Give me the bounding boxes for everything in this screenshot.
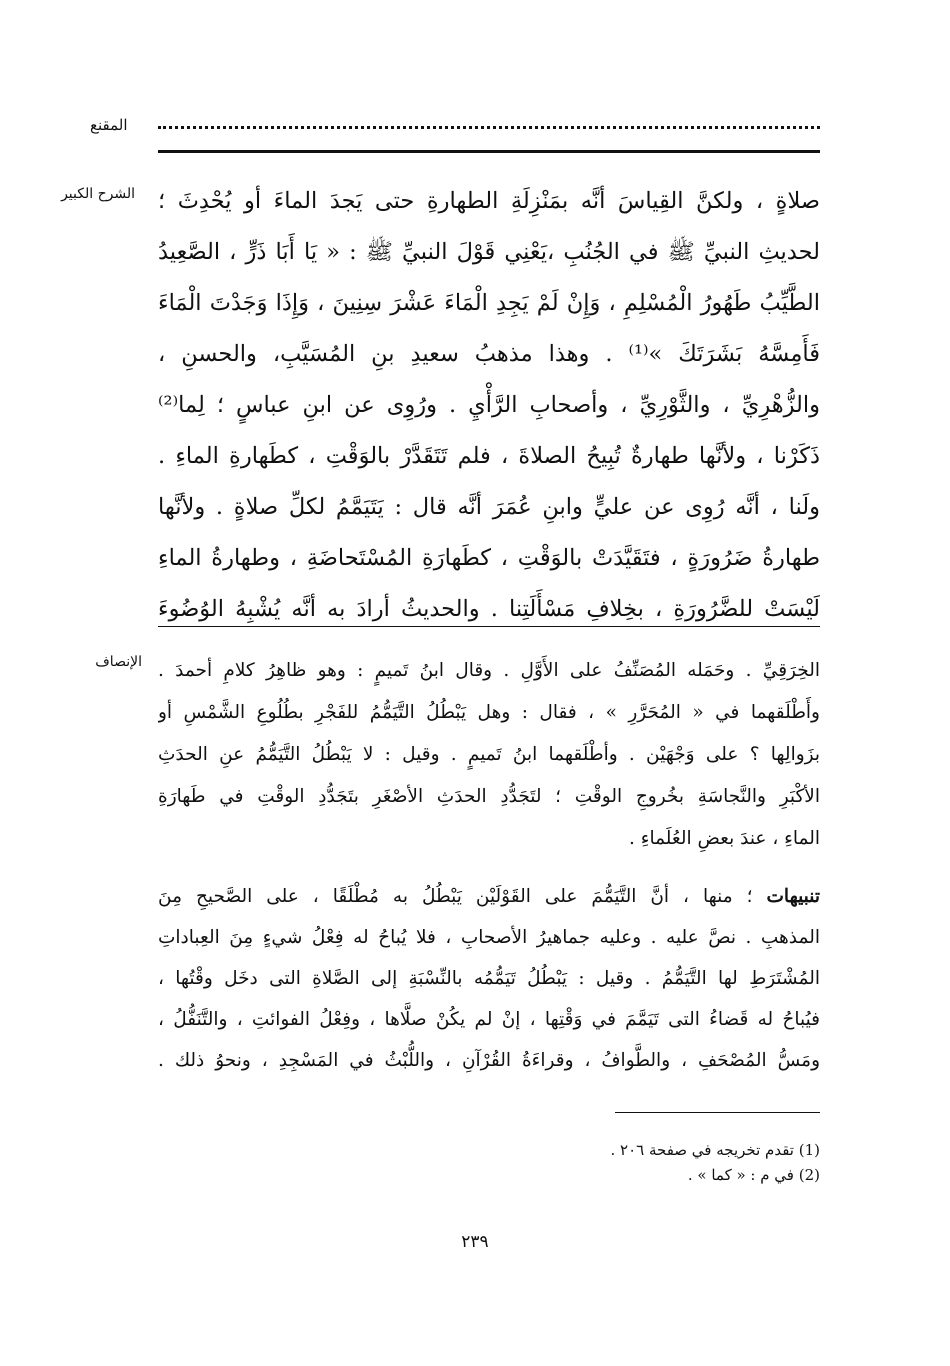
insaf-line: بزَوالِها ؟ على وَجْهَيْن . وأطْلَقهما ابنُ تَميمٍ . وقيل : لا يَبْطُلُ التَّيَمُّمُ عنِ الحدَثِ xyxy=(158,744,820,765)
insaf-line: الماءِ ، عندَ بعضِ العُلَماءِ . xyxy=(629,828,820,849)
insaf-section-label: الإنصاف xyxy=(95,654,142,670)
tanbihat-title: تنبيهات xyxy=(766,886,820,907)
sharh-section-label: الشرح الكبير xyxy=(61,186,135,202)
footnote-rule xyxy=(615,1112,820,1113)
header-dotted-rule xyxy=(158,126,820,129)
tanbihat-line: المُشْتَرَطِ لها التَّيَمُّمُ . وقيل : يَبْطُلُ تَيَمُّمُه بالنِّسْبَةِ إلى الصَّلاةِ التى دخَل وقْتُها ، xyxy=(158,968,820,989)
header-thick-rule xyxy=(158,150,820,153)
sharh-line: الطَّيِّبُ طَهُورُ الْمُسْلِمِ ، وَإِنْ لَمْ يَجِدِ الْمَاءَ عَشْرَ سِنِينَ ، وَإِذَا وَجَدْتَ الْمَاءَ xyxy=(158,290,820,316)
sharh-line: فَأَمِسَّهُ بَشَرَتَكَ »⁽¹⁾ . وهذا مذهبُ سعيدِ بنِ المُسَيَّبِ، والحسنِ ، xyxy=(158,341,820,367)
footnote-item: (2) في م : « كما » . xyxy=(687,1166,820,1184)
running-header-title: المقنع xyxy=(90,116,128,134)
sharh-line: لَيْسَتْ للضَّرُورَةِ ، بخِلافِ مَسْأَلَتِنا . والحديثُ أرادَ به أنَّه يُشْبِهُ الوُضُوءَ xyxy=(158,596,820,622)
insaf-text-block xyxy=(158,650,820,860)
footnote-item: (1) تقدم تخريجه في صفحة ٢٠٦ . xyxy=(610,1141,820,1159)
tanbihat-line: فيُباحُ له قَضاءُ التى تَيَمَّمَ في وَقْتِها ، إنْ لم يكُنْ صلَّاها ، وفِعْلُ الفوائتِ ، والتَّنَفُّلُ ، xyxy=(158,1009,820,1030)
footnotes xyxy=(420,1138,820,1188)
tanbihat-line: المذهبِ . نصَّ عليه . وعليه جماهيرُ الأصحابِ ، فلا يُباحُ له فِعْلُ شيءٍ مِنَ العِباداتِ xyxy=(158,927,820,948)
sharh-line: طهارةُ ضَرُورَةٍ ، فتَقَيَّدَتْ بالوَقْتِ ، كطَهارَةِ المُسْتَحاضَةِ ، وطهارةُ الماءِ xyxy=(158,545,820,571)
tanbihat-line xyxy=(158,876,820,917)
sharh-line: ولَنا ، أنَّه رُوِى عن عليٍّ وابنِ عُمَرَ أنَّه قال : يَتَيَمَّمُ لكلِّ صلاةٍ . ولأنَّها xyxy=(158,494,820,520)
section-divider-rule xyxy=(158,626,820,627)
insaf-line: الخِرَقِيِّ . وحَمَله المُصَنِّفُ على الأَوَّلِ . وقال ابنُ تَميمٍ : وهو ظاهِرُ كلامِ أحمدَ . xyxy=(158,660,820,681)
sharh-line: صلاةٍ ، ولكنَّ القِياسَ أنَّه بمَنْزِلَةِ الطهارةِ حتى يَجدَ الماءَ أو يُحْدِثَ ؛ xyxy=(158,188,820,214)
tanbihat-text-block xyxy=(158,876,820,1081)
sharh-line: والزُّهْرِيِّ ، والثَّوْرِيِّ ، وأصحابِ الرَّأْيِ . ورُوِى عن ابنِ عباسٍ ؛ لِما⁽²⁾ xyxy=(158,392,820,418)
page-number: ٢٣٩ xyxy=(461,1232,489,1252)
sharh-line: لحديثِ النبيِّ ﷺ في الجُنُبِ ،يَعْنِي قَوْلَ النبيِّ ﷺ : « يَا أَبَا ذَرٍّ ، الصَّعِيدُ xyxy=(158,239,820,265)
sharh-line: ذَكَرْنا ، ولأنَّها طهارةٌ تُبِيحُ الصلاةَ ، فلم تَتَقَدَّرْ بالوَقْتِ ، كطَهارةِ الماءِ . xyxy=(158,443,820,469)
insaf-line: وأَطْلَقهما في « المُحَرَّرِ » ، فقال : وهل يَبْطُلُ التَّيَمُّمُ للفَجْرِ بطُلُوعِ الشَّمْسِ أو xyxy=(158,702,820,723)
tanbihat-line: ومَسُّ المُصْحَفِ ، والطَّوافُ ، وقراءَةُ القُرْآنِ ، واللُّبْثُ في المَسْجِدِ ، ونحوُ ذلك . xyxy=(158,1050,820,1071)
sharh-text-block xyxy=(158,176,820,635)
tanbihat-line-text: ؛ منها ، أنَّ التَّيَمُّمَ على القَوْلَيْن يَبْطُلُ به مُطْلَقًا ، على الصَّحيحِ مِنَ xyxy=(158,886,753,907)
insaf-line: الأكْبَرِ والنَّجاسَةِ بخُروجِ الوقْتِ ؛ لتَجَدُّدِ الحدَثِ الأصْغَرِ بتَجَدُّدِ الوقْتِ في طَهارَةِ xyxy=(158,786,820,807)
